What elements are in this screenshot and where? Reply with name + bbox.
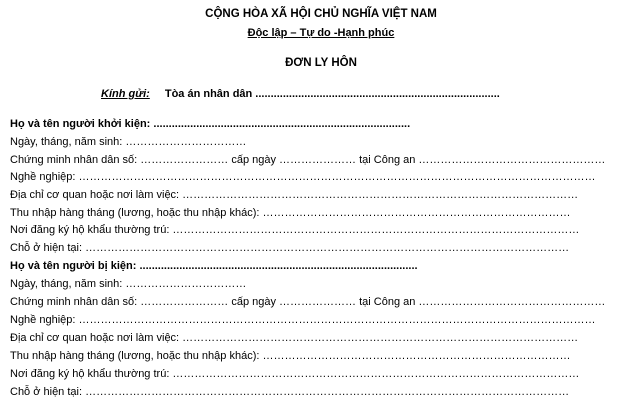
- defendant-residence-row: Chỗ ở hiện tại: ……………………………………………………………………………………………………………………: [10, 386, 570, 398]
- addressee-label: Kính gửi:: [101, 88, 150, 100]
- plaintiff-occupation-row: Nghề nghiệp: ……………………………………………………………………………………………………………………………: [10, 171, 596, 183]
- defendant-id-row: Chứng minh nhân dân số: …………………… cấp ngày ………………… tại Công an ……………………………………………: [10, 296, 606, 308]
- plaintiff-dob-row: Ngày, tháng, năm sinh: ……………………………: [10, 136, 247, 148]
- plaintiff-heading: Họ và tên người khởi kiện: ....................................................................................: [10, 118, 411, 130]
- defendant-occupation-row: Nghề nghiệp: ……………………………………………………………………………………………………………………………: [10, 314, 596, 326]
- plaintiff-residence-row: Chỗ ở hiện tại: ……………………………………………………………………………………………………………………: [10, 242, 570, 254]
- addressee-line: [101, 88, 500, 100]
- defendant-heading: Họ và tên người bị kiện: ...........................................................................................: [10, 260, 418, 272]
- national-title: CỘNG HÒA XÃ HỘI CHỦ NGHĨA VIỆT NAM: [205, 8, 437, 20]
- defendant-dob-row: Ngày, tháng, năm sinh: ……………………………: [10, 278, 247, 290]
- addressee-value: Tòa án nhân dân ................................................................................: [164, 88, 500, 100]
- plaintiff-id-row: Chứng minh nhân dân số: …………………… cấp ngày ………………… tại Công an ……………………………………………: [10, 154, 606, 166]
- document-title: ĐƠN LY HÔN: [285, 57, 357, 69]
- motto: Độc lập – Tự do -Hạnh phúc: [247, 27, 395, 39]
- defendant-workplace-row: Địa chỉ cơ quan hoặc nơi làm việc: ………………………………………………………………………………………………: [10, 332, 579, 344]
- defendant-registration-row: Nơi đăng ký hộ khẩu thường trú: …………………………………………………………………………………………………: [10, 368, 580, 380]
- defendant-income-row: Thu nhập hàng tháng (lương, hoặc thu nhập khác): …………………………………………………………………………: [10, 350, 571, 362]
- plaintiff-income-row: Thu nhập hàng tháng (lương, hoặc thu nhập khác): …………………………………………………………………………: [10, 207, 571, 219]
- plaintiff-workplace-row: Địa chỉ cơ quan hoặc nơi làm việc: ………………………………………………………………………………………………: [10, 189, 579, 201]
- plaintiff-registration-row: Nơi đăng ký hộ khẩu thường trú: …………………………………………………………………………………………………: [10, 224, 580, 236]
